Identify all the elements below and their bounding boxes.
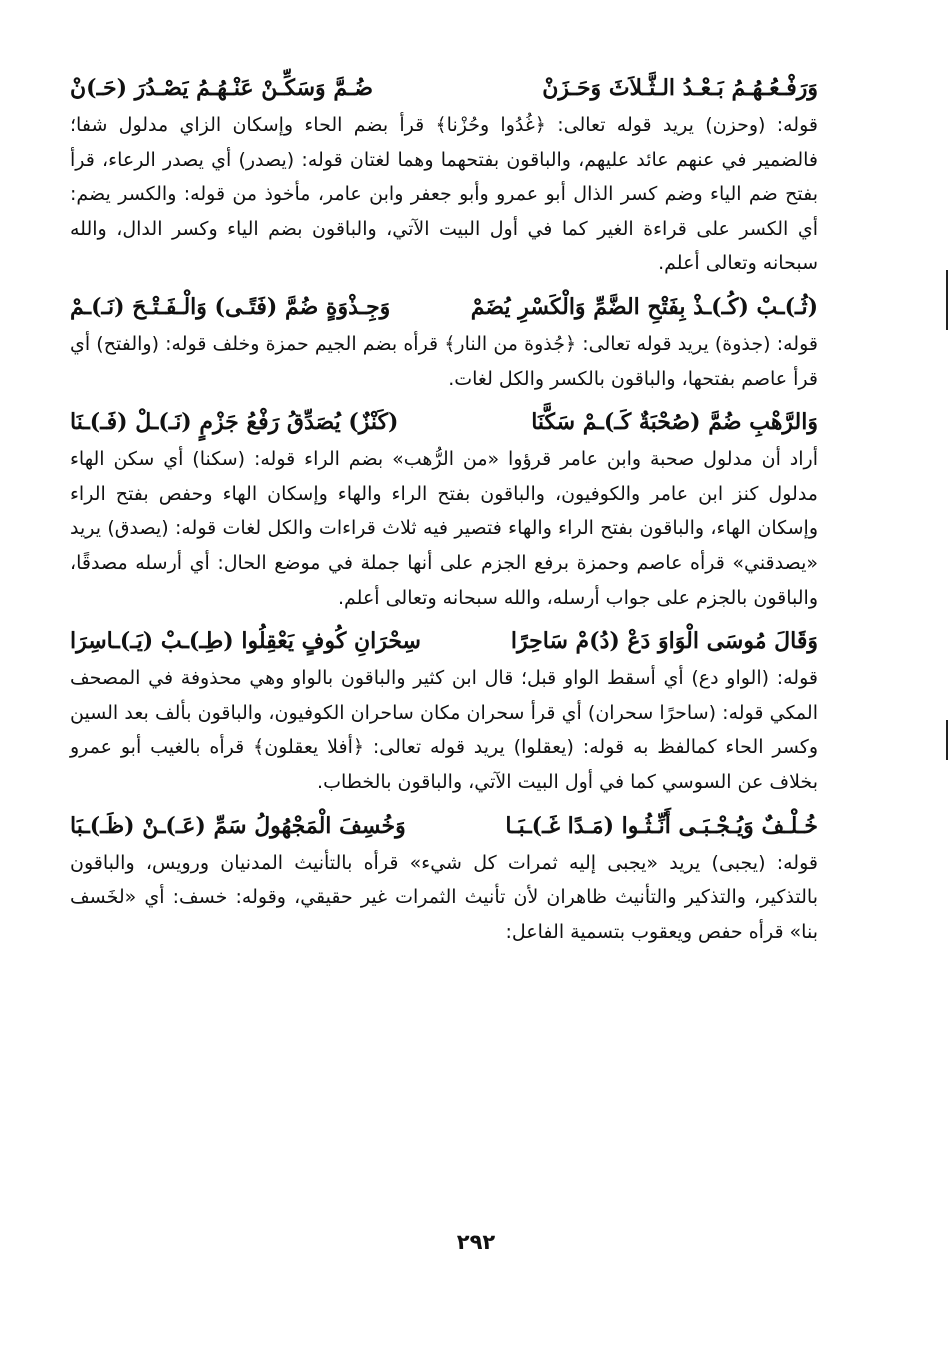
verse-first-hemistich: وَرَفْـعُـهُـمُ بَـعْـدُ الـثَّـلاَثَ وَحَـزَنْ bbox=[542, 75, 818, 101]
verse-first-hemistich: وَقَالَ مُوسَى الْوَاوَ دَعْ (دُ)مْ سَاحِرًا bbox=[510, 628, 818, 655]
verse-block-1 bbox=[70, 68, 818, 281]
poem-verse bbox=[70, 68, 818, 108]
page-number: ٢٩٢ bbox=[456, 1230, 496, 1254]
verse-second-hemistich: وَجِـذْوَةٍ ضُمَّ (فَتًـى) وَالْـفَـتْـحَ (نَـ)ـمْ bbox=[70, 293, 391, 320]
book-page bbox=[70, 62, 818, 1272]
commentary-paragraph: أراد أن مدلول صحبة وابن عامر قرؤوا «من الرُّهب» بضم الراء قوله: (سكنا) أي سكن الهاء مدلول كنز ابن عامر والكوفيون، والباقون بفتح الراء والهاء وإسكان الهاء وحفص بفتح الراء وإسكان الهاء، والباقون بفتح الراء والهاء فتصير فيه ثلاث قراءات والكل لغات قوله: (يصدق) يريد «يصدقني» قرأه عاصم وحمزة برفع الجزم على أنها جملة في موضع الحال: أي أرسله مصدقًا، والباقون بالجزم على جواب أرسله، والله سبحانه وتعالى أعلم. bbox=[70, 448, 818, 609]
scan-edge-mark bbox=[946, 270, 948, 330]
verse-block-3 bbox=[70, 402, 818, 615]
verse-block-2 bbox=[70, 287, 818, 396]
poem-verse bbox=[70, 287, 818, 327]
verse-first-hemistich: (ثُـ)ـبْ (كُـ)ـذْ بِفَتْحِ الضَّمِّ وَالْكَسْرِ يُضَمْ bbox=[470, 293, 818, 320]
verse-block-4 bbox=[70, 621, 818, 799]
verse-second-hemistich: وَخُسِفَ الْمَجْهُولُ سَمِّ (عَـ)ـنْ (ظَـ)ـبَا bbox=[70, 812, 406, 839]
poem-verse bbox=[70, 806, 818, 846]
commentary-paragraph: قوله: (جذوة) يريد قوله تعالى: ﴿جُذوة من النار﴾ قرأه بضم الجيم حمزة وخلف قوله: (والفتح) أي قرأ عاصم بفتحها، والباقون بالكسر والكل لغات. bbox=[70, 332, 818, 390]
verse-first-hemistich: وَالرَّهْبِ ضُمَّ (صُحْبَةٌ كَـ)ـمْ سَكَّنَا bbox=[531, 409, 818, 436]
poem-verse bbox=[70, 621, 818, 661]
verse-second-hemistich: (كَنْزٌ) يُصَدِّقُ رَفْعُ جَزْمٍ (نَـ)ـلْ (فَـ)ـنَا bbox=[70, 409, 399, 436]
verse-first-hemistich: خُـلْـفٌ وَيُـجْـبَـى أَنِّـثُـوا (مَـدًا غَـ)ـبَـا bbox=[505, 812, 818, 839]
poem-verse bbox=[70, 402, 818, 442]
commentary-paragraph: قوله: (الواو دع) أي أسقط الواو قبل؛ قال ابن كثير والباقون بالواو وهي محذوفة في المصحف المكي قوله: (ساحرًا سحران) أي قرأ سحران مكان ساحران الكوفيون، والباقون بألف بعد السين وكسر الحاء كمالفظ به قوله: (يعقلوا) يريد قوله تعالى: ﴿أفلا يعقلون﴾ قرأه بالغيب أبو عمرو بخلاف عن السوسي كما في أول البيت الآتي، والباقون بالخطاب. bbox=[70, 667, 818, 793]
commentary-paragraph: قوله: (وحزن) يريد قوله تعالى: ﴿غُدُوا وحُزْنا﴾ قرأ بضم الحاء وإسكان الزاي مدلول شفا؛ فالضمير في عنهم عائد عليهم، والباقون بفتحهما وهما لغتان قوله: (يصدر) أي يصدر الرعاء، قرأ بفتح ضم الياء وضم كسر الذال أبو عمرو وأبو جعفر وابن عامر، مأخوذ من قوله: والكسر يضم: أي الكسر على قراءة الغير كما في أول البيت الآتي، والباقون بضم الياء وكسر الدال، والله سبحانه وتعالى أعلم. bbox=[70, 114, 818, 275]
verse-second-hemistich: ضُـمَّ وَسَكِّـنْ عَنْـهُـمُ يَصْـدُرَ (حَـ)نْ bbox=[70, 75, 374, 101]
verse-second-hemistich: سِحْرَانِ كُوفٍ يَعْقِلُوا (طِـ)ـبْ (يَـ)ـاسِرَا bbox=[70, 628, 421, 655]
scan-edge-mark bbox=[946, 720, 948, 760]
commentary-paragraph: قوله: (يجبى) يريد «يجبى إليه ثمرات كل شيء» قرأه بالتأنيث المدنيان ورويس، والباقون بالتذكير، والتذكير والتأنيث ظاهران لأن تأنيث الثمرات غير حقيقي، وقوله: خسف: أي «لخَسف بنا» قرأه حفص ويعقوب بتسمية الفاعل: bbox=[70, 851, 818, 943]
verse-block-5 bbox=[70, 806, 818, 950]
